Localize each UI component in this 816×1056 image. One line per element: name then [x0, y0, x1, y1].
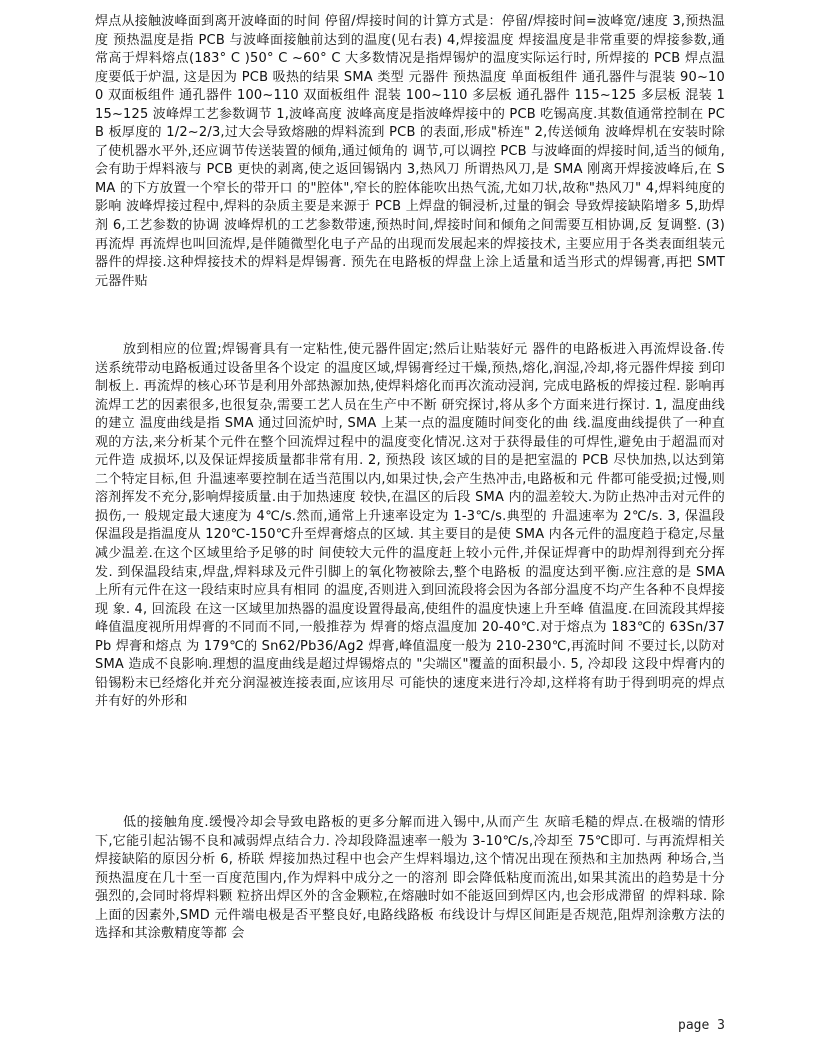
paragraph-reflow-profile: 放到相应的位置;焊锡膏具有一定粘性,使元器件固定;然后让贴装好元 器件的电路板进入再流焊设备.传送系统带动电路板通过设备里各个设定 的温度区域,焊锡膏经过干燥,预热,熔化,润湿,冷却,将元器件焊接 到印制板上. 再流焊的核心环节是利用外部热源加热,使焊料熔化而再次流动浸润, 完成电路板的焊接过程. 影响再流焊工艺的因素很多,也很复杂,需要工艺人员在生产中不断 研究探讨,将从多个方面来进行探讨. 1, 温度曲线的建立 温度曲线是指 SMA 通过回流炉时, SMA 上某一点的温度随时间变化的曲 线.温度曲线提供了一种直观的方法,来分析某个元件在整个回流焊过程中的温度变化情况.这对于获得最佳的可焊性,避免由于超温而对元件造 成损坏,以及保证焊接质量都非常有用. 2, 预热段 该区域的目的是把室温的 PCB 尽快加热,以达到第二个特定目标,但 升温速率要控制在适当范围以内,如果过快,会产生热冲击,电路板和元 件都可能受损;过慢,则溶剂挥发不充分,影响焊接质量.由于加热速度 较快,在温区的后段 SMA 内的温差较大.为防止热冲击对元件的损伤,一 般规定最大速度为 4℃/s.然而,通常上升速率设定为 1-3℃/s.典型的 升温速率为 2℃/s. 3, 保温段 保温段是指温度从 120℃-150℃升至焊膏熔点的区域. 其主要目的是使 SMA 内各元件的温度趋于稳定,尽量减少温差.在这个区域里给予足够的时 间使较大元件的温度赶上较小元件,并保证焊膏中的助焊剂得到充分挥发. 到保温段结束,焊盘,焊料球及元件引脚上的氧化物被除去,整个电路板 的温度达到平衡.应注意的是 SMA 上所有元件在这一段结束时应具有相同 的温度,否则进入到回流段将会因为各部分温度不均产生各种不良焊接现 象. 4, 回流段 在这一区域里加热器的温度设置得最高,使组件的温度快速上升至峰 值温度.在回流段其焊接峰值温度视所用焊膏的不同而不同,一般推荐为 焊膏的熔点温度加 20-40℃.对于熔点为 183℃的 63Sn/37Pb 焊膏和熔点 为 179℃的 Sn62/Pb36/Ag2 焊膏,峰值温度一般为 210-230℃,再流时间 不要过长,以防对 SMA 造成不良影响.理想的温度曲线是超过焊锡熔点的 "尖端区"覆盖的面积最小. 5, 冷却段 这段中焊膏内的铅锡粉末已经熔化并充分润湿被连接表面,应该用尽 可能快的速度来进行冷却,这样将有助于得到明亮的焊点并有好的外形和	[95, 342, 725, 710]
paragraph-reflow-defects: 低的接触角度.缓慢冷却会导致电路板的更多分解而进入锡中,从而产生 灰暗毛糙的焊点.在极端的情形下,它能引起沾锡不良和减弱焊点结合力. 冷却段降温速率一般为 3-10℃/s,冷却至 75℃即可. 与再流焊相关焊接缺陷的原因分析 6, 桥联 焊接加热过程中也会产生焊料塌边,这个情况出现在预热和主加热两 种场合,当预热温度在几十至一百度范围内,作为焊料中成分之一的溶剂 即会降低粘度而流出,如果其流出的趋势是十分强烈的,会同时将焊料颗 粒挤出焊区外的含金颗粒,在熔融时如不能返回到焊区内,也会形成滞留 的焊料球. 除上面的因素外,SMD 元件端电极是否平整良好,电路线路板 布线设计与焊区间距是否规范,阻焊剂涂敷方法的选择和其涂敷精度等都 会	[95, 815, 725, 942]
page-number: page 3	[678, 1018, 725, 1033]
paragraph-wave-soldering: 焊点从接触波峰面到离开波峰面的时间 停留/焊接时间的计算方式是：停留/焊接时间=波峰宽/速度 3,预热温度 预热温度是指 PCB 与波峰面接触前达到的温度(见右表) 4,焊接温度 焊接温度是非常重要的焊接参数,通常高于焊料熔点(183° C )50° C ~60° C 大多数情况是指焊锡炉的温度实际运行时, 所焊接的 PCB 焊点温度要低于炉温, 这是因为 PCB 吸热的结果 SMA 类型 元器件 预热温度 单面板组件 通孔器件与混装 90~100 双面板组件 通孔器件 100~110 双面板组件 混装 100~110 多层板 通孔器件 115~125 多层板 混装 115~125 波峰焊工艺参数调节 1,波峰高度 波峰高度是指波峰焊接中的 PCB 吃锡高度.其数值通常控制在 PCB 板厚度的 1/2~2/3,过大会导致熔融的焊料流到 PCB 的表面,形成"桥连" 2,传送倾角 波峰焊机在安装时除了使机器水平外,还应调节传送装置的倾角,通过倾角的 调节,可以调控 PCB 与波峰面的焊接时间,适当的倾角,会有助于焊料液与 PCB 更快的剥离,使之返回锡锅内 3,热风刀 所谓热风刀,是 SMA 刚离开焊接波峰后,在 SMA 的下方放置一个窄长的带开口 的"腔体",窄长的腔体能吹出热气流,尤如刀状,故称"热风刀" 4,焊料纯度的影响 波峰焊接过程中,焊料的杂质主要是来源于 PCB 上焊盘的铜浸析,过量的铜会 导致焊接缺陷增多 5,助焊剂 6,工艺参数的协调 波峰焊机的工艺参数带速,预热时间,焊接时间和倾角之间需要互相协调,反 复调整. (3)再流焊 再流焊也叫回流焊,是伴随微型化电子产品的出现而发展起来的焊接技术, 主要应用于各类表面组装元器件的焊接.这种焊接技术的焊料是焊锡膏. 预先在电路板的焊盘上涂上适量和适当形式的焊锡膏,再把 SMT 元器件贴	[95, 14, 725, 289]
